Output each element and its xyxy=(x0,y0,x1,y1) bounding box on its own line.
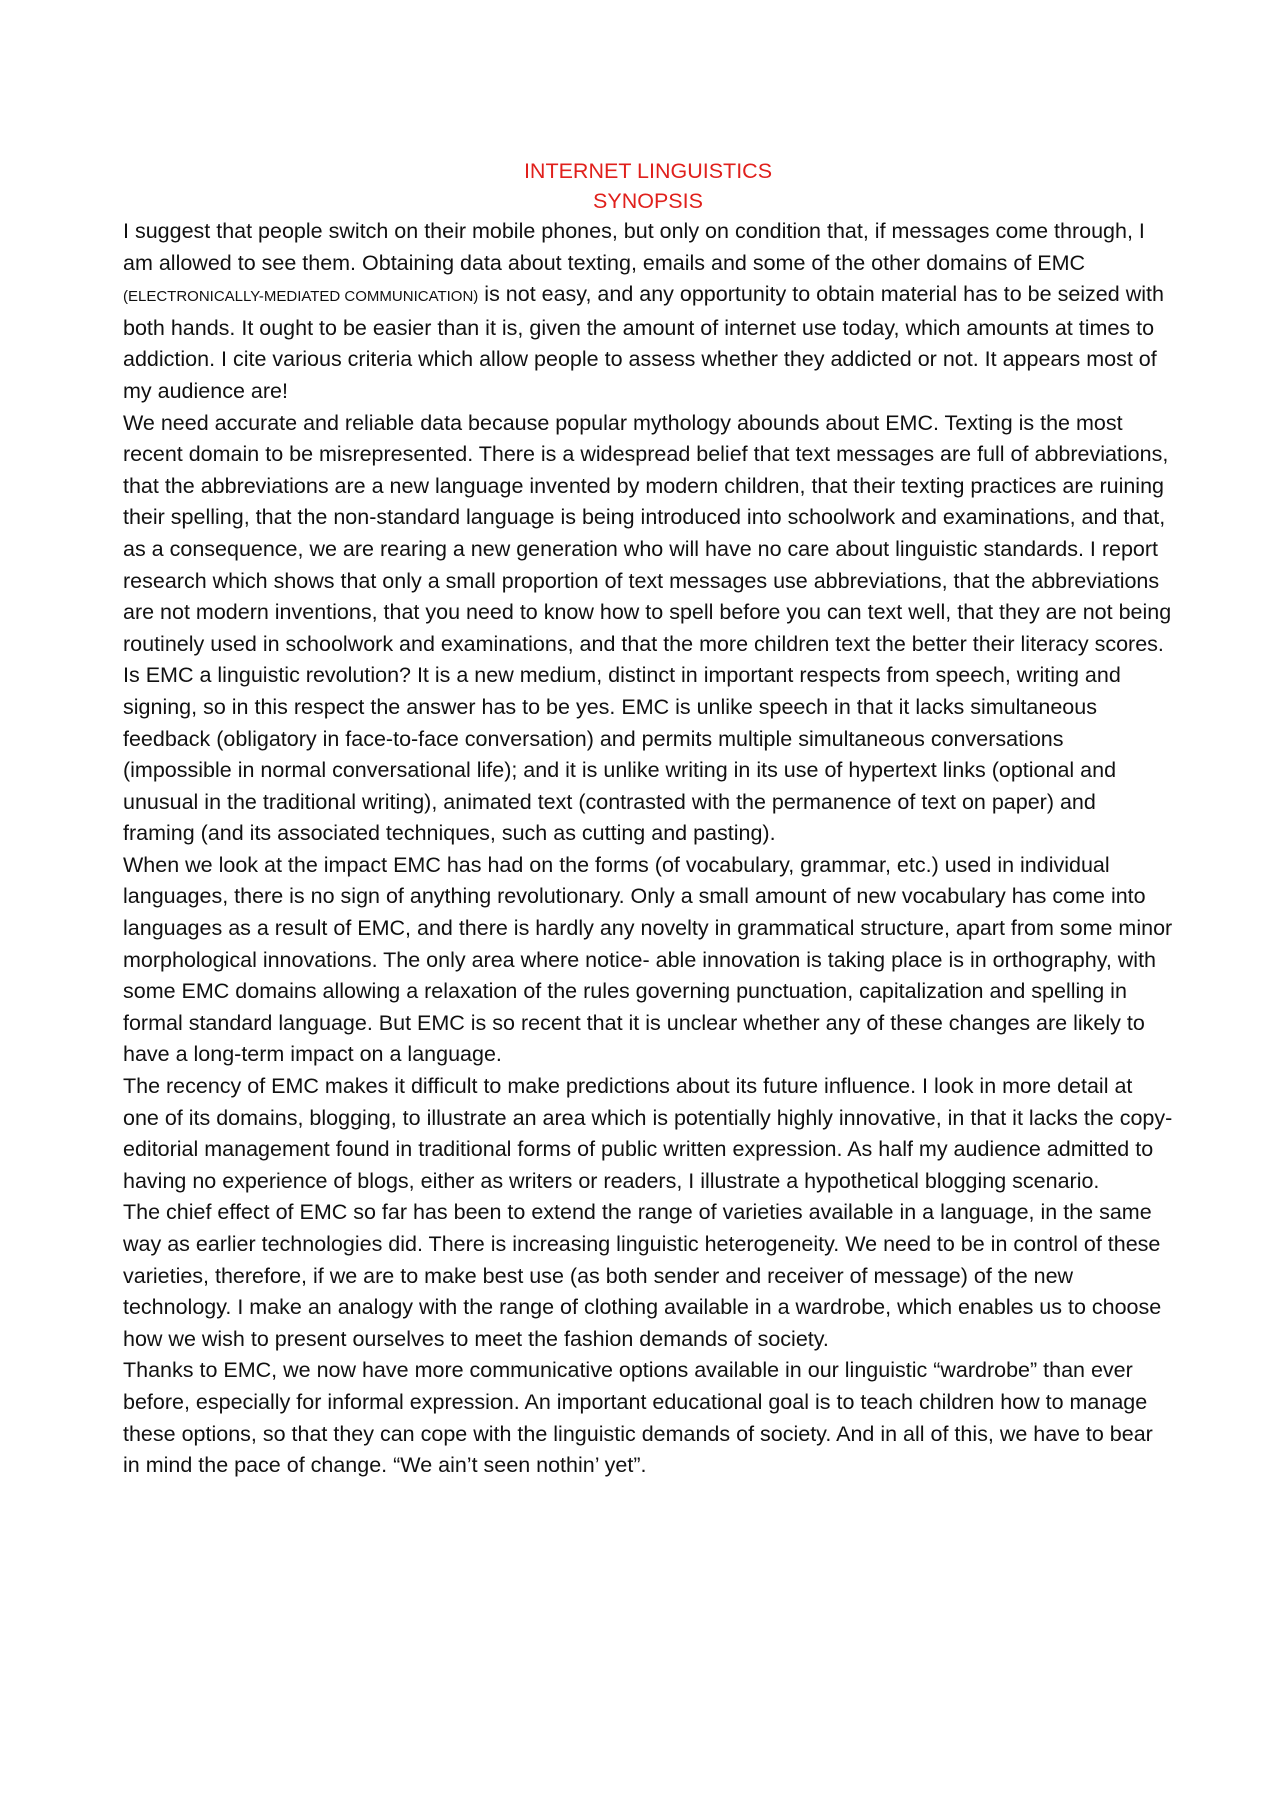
document-subtitle: SYNOPSIS xyxy=(593,189,703,213)
paragraph-6: The chief effect of EMC so far has been to extend the range of varieties available in a language, in the same way as earlier technologies did. There is increasing linguistic heterogeneity. We need to be in control of these varieties, therefore, if we are to make best use (as both sender and receiver of message) of the new technology. I make an analogy with the range of clothing available in a wardrobe, which enables us to choose how we wish to present ourselves to meet the fashion demands of society. xyxy=(123,1200,1162,1351)
paragraph-1-part-a: I suggest that people switch on their mobile phones, but only on condition that, if messages come through, I am allowed to see them. Obtaining data about texting, emails and some of the other domains of EMC xyxy=(123,219,1145,275)
paragraph-1 xyxy=(123,216,1173,408)
paragraph-3: Is EMC a linguistic revolution? It is a new medium, distinct in important respects from speech, writing and signing, so in this respect the answer has to be yes. EMC is unlike speech in that it lacks simultaneous feedback (obligatory in face-to-face conversation) and permits multiple simultaneous conversations (impossible in normal conversational life); and it is unlike writing in its use of hypertext links (optional and unusual in the traditional writing), animated text (contrasted with the permanence of text on paper) and framing (and its associated techniques, such as cutting and pasting). xyxy=(123,663,1121,846)
paragraph-1-part-b: is not easy, and any opportunity to obtain material has to be seized with both hands. It ought to be easier than it is, given the amount of internet use today, which amounts at times to addiction. I cite various criteria which allow people to assess whether they addicted or not. It appears most of my audience are! xyxy=(123,282,1164,403)
emc-abbreviation-expansion: (ELECTRONICALLY-MEDIATED COMMUNICATION) xyxy=(123,288,479,306)
paragraph-4: When we look at the impact EMC has had on the forms (of vocabulary, grammar, etc.) used in individual languages, there is no sign of anything revolutionary. Only a small amount of new vocabulary has come into languages as a result of EMC, and there is hardly any novelty in grammatical structure, apart from some minor morphological innovations. The only area where notice- able innovation is taking place is in orthography, with some EMC domains allowing a relaxation of the rules governing punctuation, capitalization and spelling in formal standard language. But EMC is so recent that it is unclear whether any of these changes are likely to have a long-term impact on a language. xyxy=(123,852,1173,1067)
paragraph-7: Thanks to EMC, we now have more communicative options available in our linguistic “wardrobe” than ever before, especially for informal expression. An important educational goal is to teach children how to manage these options, so that they can cope with the linguistic demands of society. And in all of this, we have to bear in mind the pace of change. “We ain’t seen nothin’ yet”. xyxy=(123,1358,1153,1478)
document-body xyxy=(123,156,1173,1482)
document-title: INTERNET LINGUISTICS xyxy=(523,159,773,183)
paragraph-2: We need accurate and reliable data because popular mythology abounds about EMC. Texting is the most recent domain to be misrepresented. There is a widespread belief that text messages are full of abbreviations, that the abbreviations are a new language invented by modern children, that their texting practices are ruining their spelling, that the non-standard language is being introduced into schoolwork and examinations, and that, as a consequence, we are rearing a new generation who will have no care about linguistic standards. I report research which shows that only a small proportion of text messages use abbreviations, that the abbreviations are not modern inventions, that you need to know how to spell before you can text well, that they are not being routinely used in schoolwork and examinations, and that the more children text the better their literacy scores. xyxy=(123,410,1172,656)
paragraph-5: The recency of EMC makes it difficult to make predictions about its future influence. I look in more detail at one of its domains, blogging, to illustrate an area which is potentially highly innovative, in that it lacks the copy-editorial management found in traditional forms of public written expression. As half my audience admitted to having no experience of blogs, either as writers or readers, I illustrate a hypothetical blogging scenario. xyxy=(123,1074,1173,1193)
